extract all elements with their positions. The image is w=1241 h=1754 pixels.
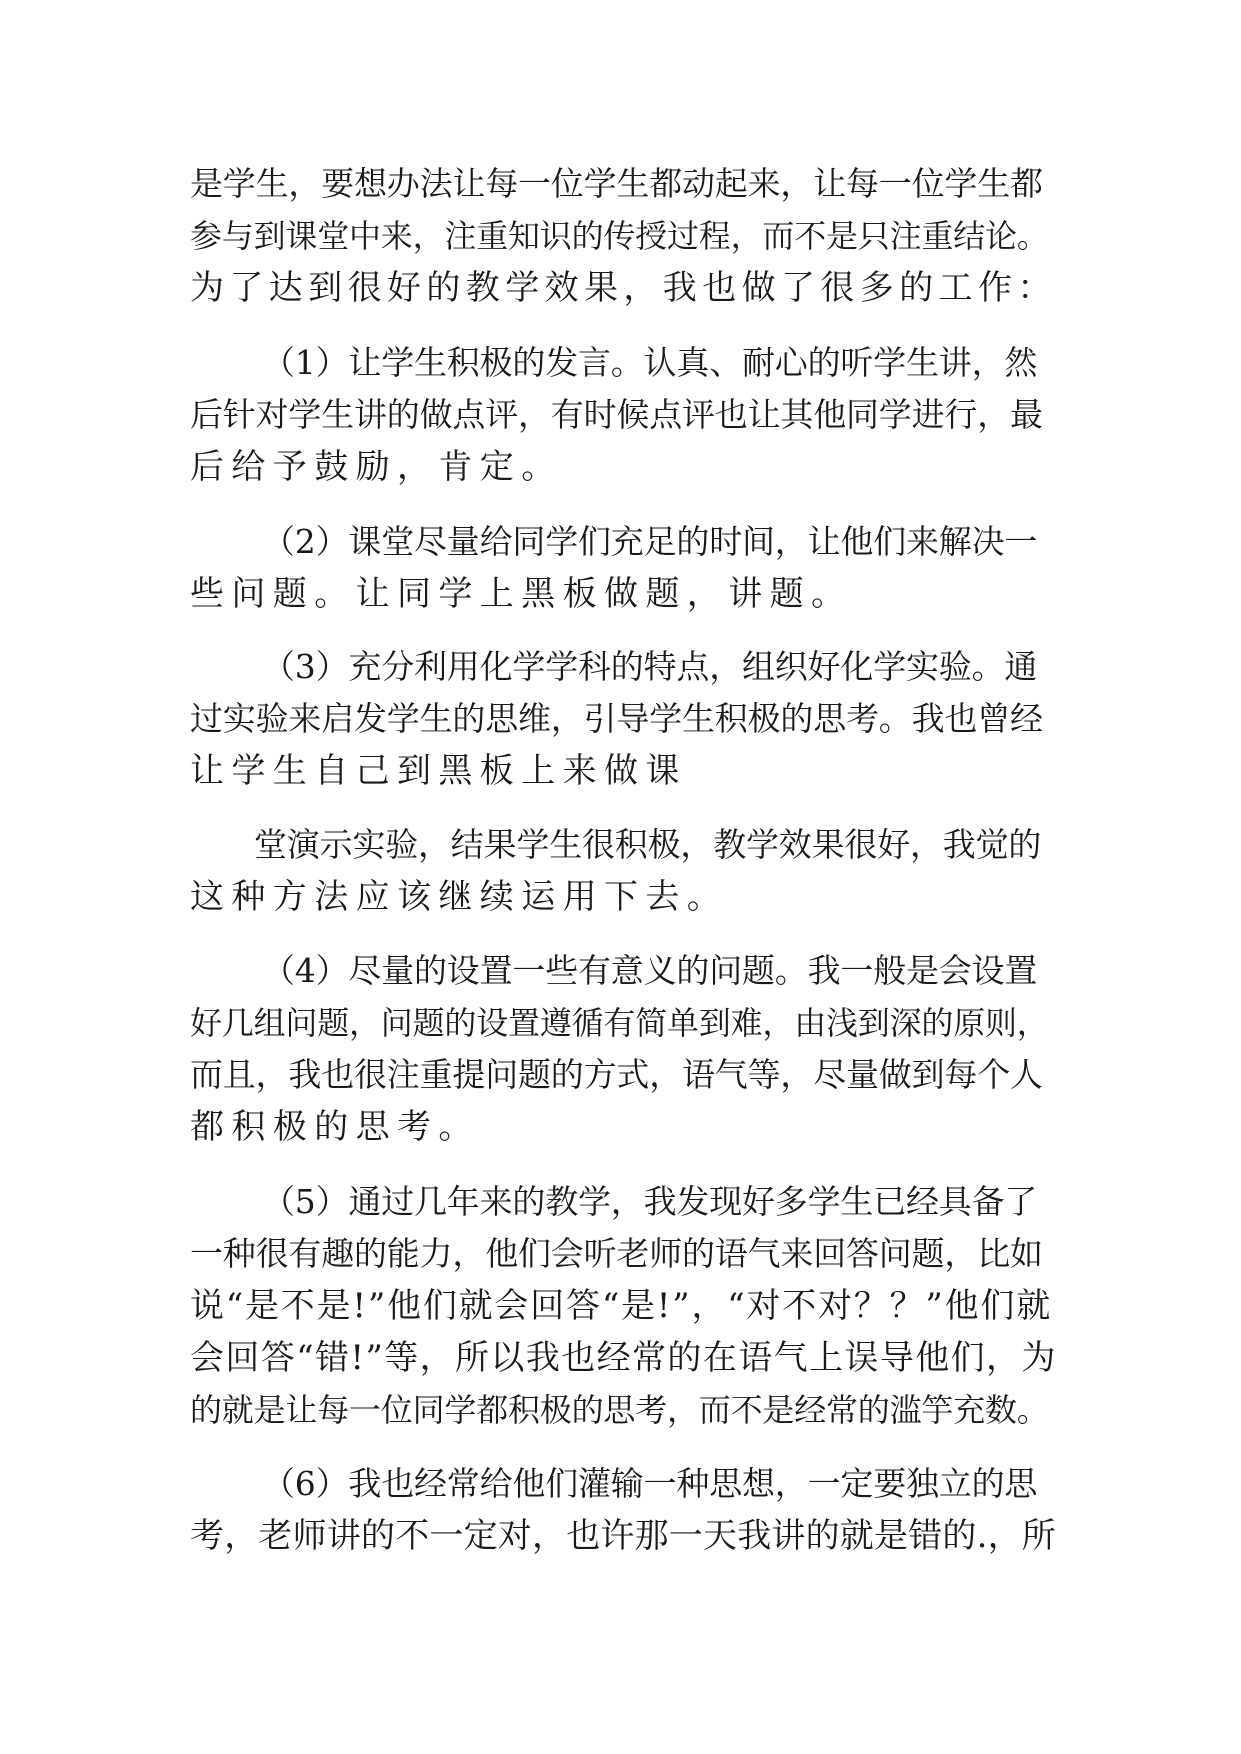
paragraph-start-line: （5）通过几年来的教学，我发现好多学生已经具备了: [262, 1182, 1038, 1221]
paragraph-start-line: （3）充分利用化学学科的特点，组织好化学实验。通: [262, 647, 1038, 686]
text-line: 过实验来启发学生的思维，引导学生积极的思考。我也曾经: [190, 699, 1043, 738]
paragraph-start-line: （4）尽量的设置一些有意义的问题。我一般是会设置: [262, 951, 1038, 990]
text-line: 是学生，要想办法让每一位学生都动起来，让每一位学生都: [190, 164, 1043, 203]
text-line: 为了达到很好的教学效果，我也做了很多的工作：: [190, 268, 1057, 308]
paragraph-start-line: （2）课堂尽量给同学们充足的时间，让他们来解决一: [262, 522, 1038, 561]
paragraph-start-line: （6）我也经常给他们灌输一种思想，一定要独立的思: [262, 1464, 1038, 1503]
text-line: 这种方法应该继续运用下去。: [190, 877, 729, 917]
text-line: 而且，我也很注重提问题的方式，语气等，尽量做到每个人: [190, 1055, 1043, 1094]
text-line: 说“是不是!”他们就会回答“是!”，“对不对？？”他们就: [190, 1286, 1053, 1326]
paragraph-start-line: 堂演示实验，结果学生很积极，教学效果很好，我觉的: [254, 825, 1042, 864]
text-line: 的就是让每一位同学都积极的思考，而不是经常的滥竽充数。: [190, 1391, 1049, 1429]
text-line: 都积极的思考。: [190, 1107, 480, 1147]
text-line: 一种很有趣的能力，他们会听老师的语气来回答问题，比如: [190, 1234, 1043, 1273]
text-line: 会回答“错!”等，所以我也经常的在语气上误导他们，为: [190, 1338, 1057, 1378]
text-line: 参与到课堂中来，注重知识的传授过程，而不是只注重结论。: [190, 217, 1049, 255]
text-line: 考，老师讲的不一定对，也许那一天我讲的就是错的.，所: [190, 1516, 1057, 1556]
text-line: 让学生自己到黑板上来做课: [190, 751, 687, 791]
text-line: 后给予鼓励，肯定。: [190, 447, 563, 487]
paragraph-start-line: （1）让学生积极的发言。认真、耐心的听学生讲，然: [262, 343, 1038, 382]
text-line: 些问题。让同学上黑板做题，讲题。: [190, 574, 853, 614]
text-line: 好几组问题，问题的设置遵循有简单到难，由浅到深的原则，: [190, 1004, 1049, 1042]
text-line: 后针对学生讲的做点评，有时候点评也让其他同学进行，最: [190, 395, 1043, 434]
